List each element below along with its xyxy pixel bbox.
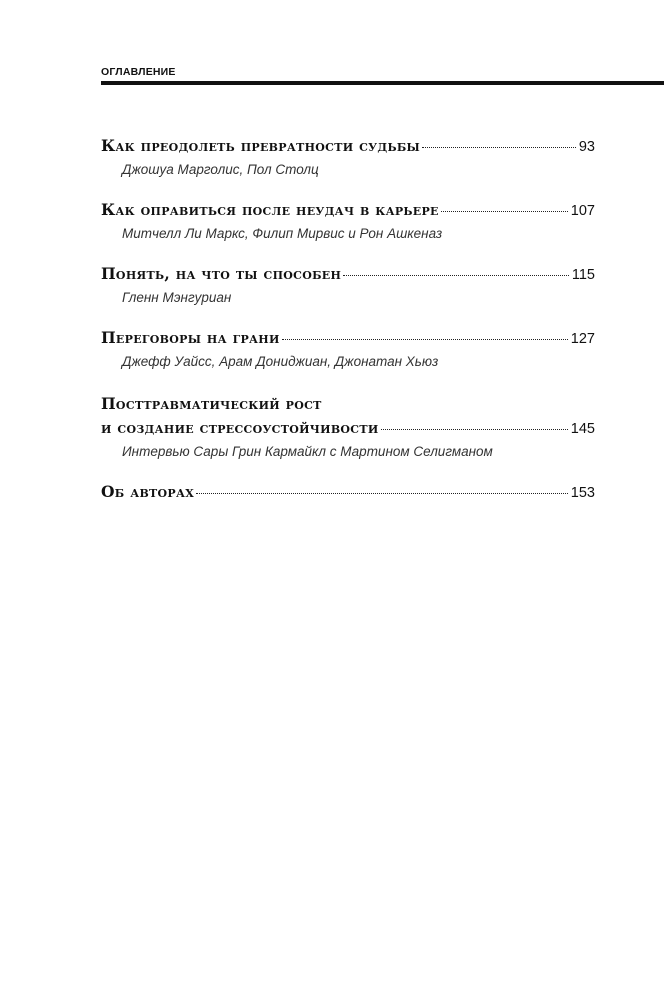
toc-page-number: 107 [570, 203, 595, 219]
toc-title-line [101, 482, 595, 505]
toc-entry-authors: Гленн Мэнгуриан [122, 290, 232, 305]
header-rule [101, 81, 664, 85]
toc-entry-title: Понять, на что ты способен [101, 264, 342, 283]
toc-title-line [101, 418, 595, 441]
toc-entry[interactable] [101, 328, 595, 373]
toc-entry-title: и создание стрессоустойчивости [101, 418, 379, 437]
toc-page-number: 145 [570, 421, 595, 437]
dot-leader [422, 147, 576, 148]
toc-title-line [101, 264, 595, 287]
toc-entry-title: Как преодолеть превратности судьбы [101, 136, 421, 155]
section-header: ОГЛАВЛЕНИЕ [101, 66, 176, 78]
toc-entry-title: Об авторах [101, 482, 195, 501]
toc-title-line [101, 328, 595, 351]
dot-leader [196, 493, 568, 494]
toc-page-number: 127 [570, 331, 595, 347]
toc-entry-title: Как оправиться после неудач в карьере [101, 200, 439, 219]
toc-entry-authors: Интервью Сары Грин Кармайкл с Мартином Селигманом [122, 444, 493, 459]
toc-entry-title: Переговоры на грани [101, 328, 280, 347]
toc-title-line [101, 200, 595, 223]
toc-entry-authors: Джефф Уайсс, Арам Дониджиан, Джонатан Хьюз [122, 354, 439, 369]
toc-entry[interactable] [101, 136, 595, 181]
toc-entry-authors: Митчелл Ли Маркс, Филип Мирвис и Рон Ашкеназ [122, 226, 443, 241]
dot-leader [282, 339, 568, 340]
dot-leader [441, 211, 568, 212]
toc-page-number: 153 [570, 485, 595, 501]
toc-entry[interactable] [101, 200, 595, 245]
dot-leader [343, 275, 569, 276]
table-of-contents [101, 136, 595, 524]
toc-entry[interactable] [101, 482, 595, 505]
toc-entry-authors: Джошуа Марголис, Пол Столц [122, 162, 319, 177]
toc-page-number: 115 [571, 267, 595, 283]
toc-entry-title-line1: Посттравматический рост [101, 394, 322, 413]
dot-leader [381, 429, 568, 430]
toc-title-line [101, 136, 595, 159]
toc-page-number: 93 [578, 139, 595, 155]
toc-entry[interactable] [101, 264, 595, 309]
toc-entry[interactable] [101, 392, 595, 463]
